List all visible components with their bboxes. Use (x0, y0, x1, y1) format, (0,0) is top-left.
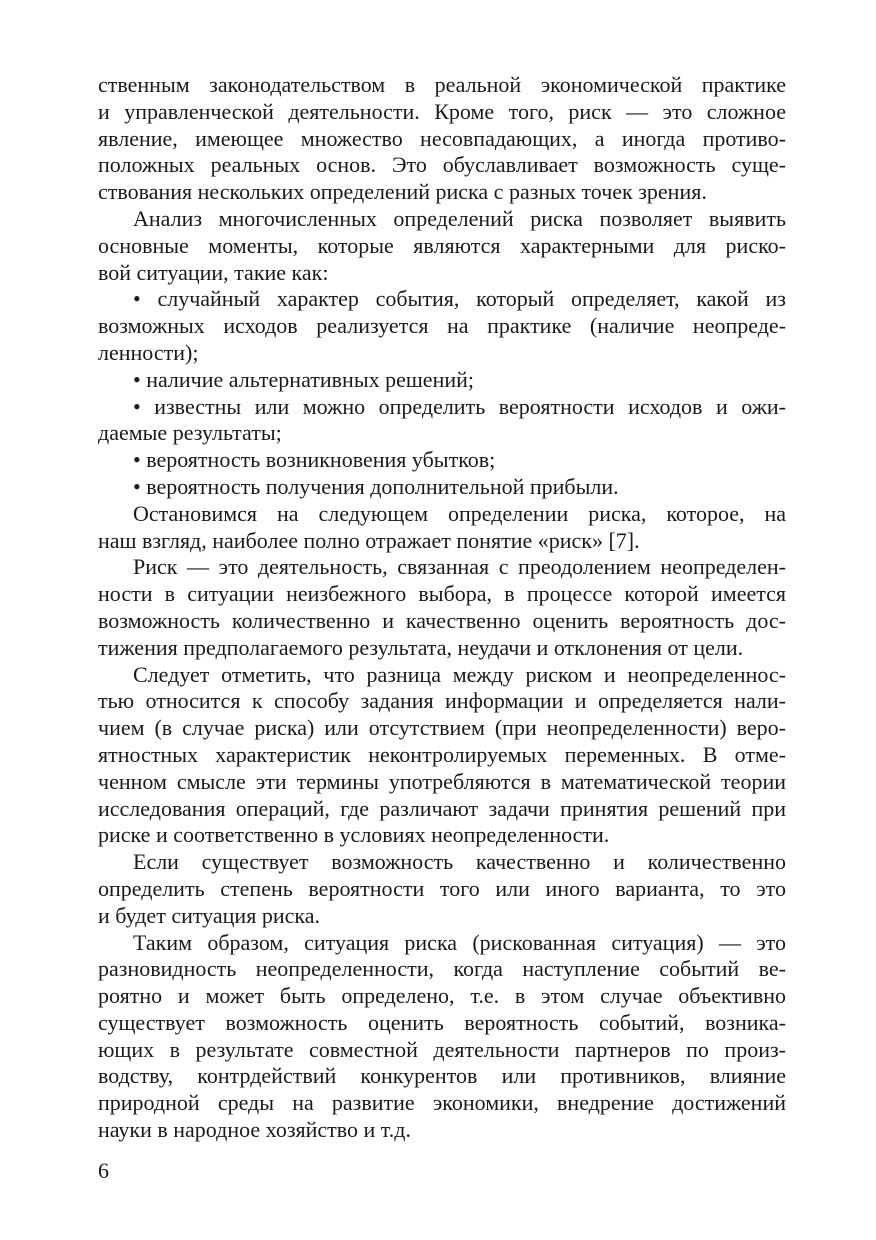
text-line: водству, контрдействий конкурентов или противников, влияние (98, 1063, 786, 1089)
text-line: основные моменты, которые являются характерными для риско- (98, 232, 786, 258)
text-line: Следует отметить, что разница между риском и неопределеннос- (133, 661, 786, 687)
text-line: положных реальных основ. Это обуславливает возможность суще- (98, 152, 786, 178)
paragraph (98, 662, 786, 850)
text-line: возможность количественно и качественно оценить вероятность дос- (98, 607, 786, 633)
text-line: Анализ многочисленных определений риска позволяет выявить (133, 205, 786, 231)
text-line: ющих в результате совместной деятельности партнеров по произ- (98, 1036, 786, 1062)
text-line: даемые результаты; (98, 420, 282, 446)
text-line: разновидность неопределенности, когда наступление событий ве- (98, 956, 786, 982)
paragraph (98, 930, 786, 1144)
text-line: Остановимся на следующем определении риска, которое, на (133, 500, 786, 526)
paragraph (98, 849, 786, 929)
text-line: ности в ситуации неизбежного выбора, в процессе которой имеется (98, 581, 786, 607)
text-line: ственным законодательством в реальной экономической практике (98, 72, 786, 97)
text-line: • вероятность получения дополнительной прибыли. (133, 473, 619, 499)
text-line: роятно и может быть определено, т.е. в этом случае объективно (98, 983, 786, 1009)
text-line: наш взгляд, наиболее полно отражает понятие «риск» [7]. (98, 527, 640, 553)
text-line: тью относится к способу задания информации и определяется нали- (98, 688, 786, 714)
text-line: • вероятность возникновения убытков; (133, 447, 496, 473)
text-line: ченном смысле эти термины употребляются в математической теории (98, 768, 786, 794)
bullet-item (98, 286, 786, 366)
text-line: риске и соответственно в условиях неопределенности. (98, 822, 610, 848)
text-line: и управленческой деятельности. Кроме того, риск — это сложное (98, 98, 786, 124)
text-line: явление, имеющее множество несовпадающих, а иногда противо- (98, 125, 786, 151)
paragraph (98, 554, 786, 661)
text-line: науки в народное хозяйство и т.д. (98, 1117, 411, 1143)
text-line: существует возможность оценить вероятность событий, возника- (98, 1009, 786, 1035)
text-line: Если существует возможность качественно и количественно (133, 849, 786, 875)
text-line: • случайный характер события, который определяет, какой из (133, 286, 786, 312)
text-line: • известны или можно определить вероятности исходов и ожи- (133, 393, 786, 419)
text-line: Таким образом, ситуация риска (рискованная ситуация) — это (133, 929, 786, 955)
paragraph (98, 501, 786, 555)
text-line: вой ситуации, такие как: (98, 259, 329, 285)
text-line: чием (в случае риска) или отсутствием (при неопределенности) веро- (98, 715, 786, 741)
text-line: исследования операций, где различают задачи принятия решений при (98, 795, 786, 821)
text-line: ятностных характеристик неконтролируемых переменных. В отме- (98, 741, 786, 767)
body-text (98, 72, 786, 1144)
paragraph (98, 72, 786, 206)
text-line: ленности); (98, 339, 199, 365)
bullet-item (98, 474, 786, 501)
bullet-item (98, 394, 786, 448)
text-line: возможных исходов реализуется на практике (наличие неопреде- (98, 313, 786, 339)
text-line: определить степень вероятности того или иного варианта, то это (98, 875, 786, 901)
page-number: 6 (98, 1158, 109, 1183)
paragraph (98, 206, 786, 286)
bullet-item (98, 367, 786, 394)
text-line: и будет ситуация риска. (98, 902, 320, 928)
text-line: Риск — это деятельность, связанная с преодолением неопределен- (133, 554, 786, 580)
text-line: природной среды на развитие экономики, внедрение достижений (98, 1090, 786, 1116)
text-line: • наличие альтернативных решений; (133, 366, 474, 392)
text-line: тижения предполагаемого результата, неудачи и отклонения от цели. (98, 634, 744, 660)
bullet-item (98, 447, 786, 474)
text-line: ствования нескольких определений риска с разных точек зрения. (98, 179, 707, 205)
